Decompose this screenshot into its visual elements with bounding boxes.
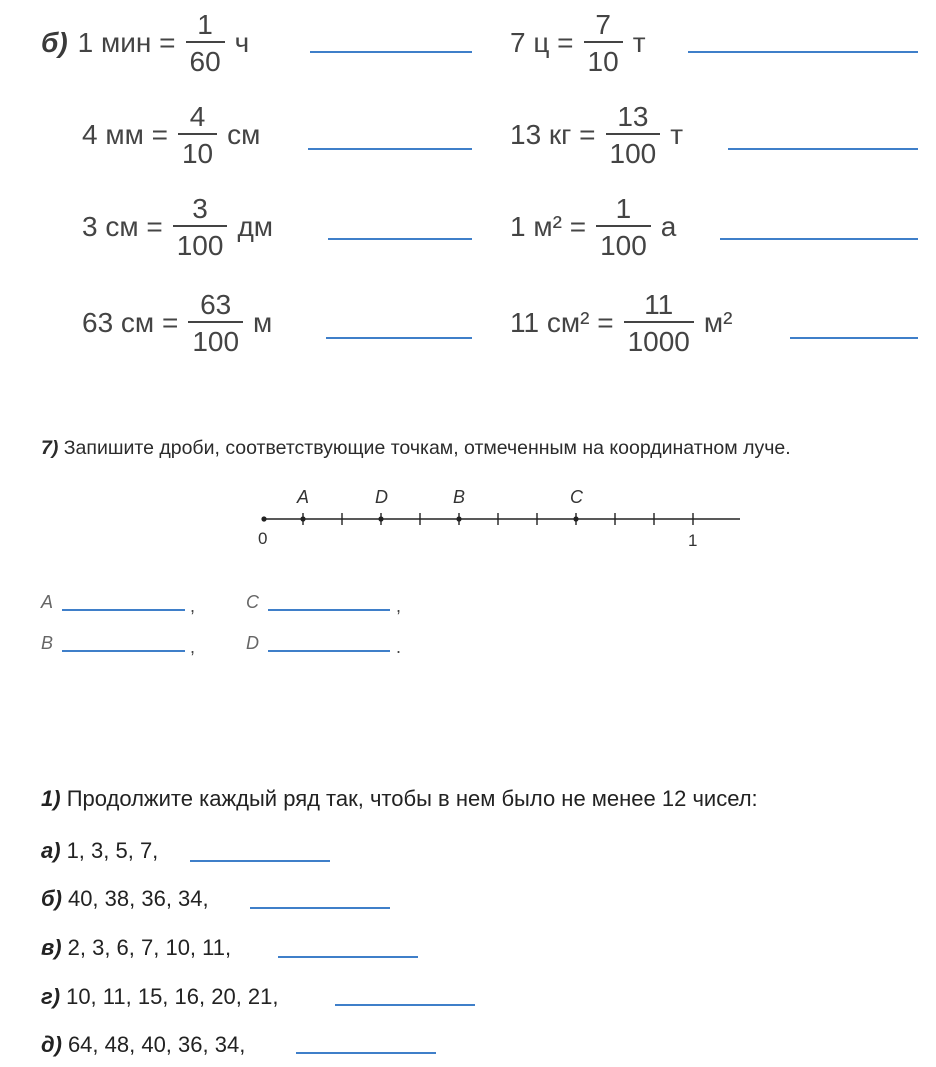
punctuation: . xyxy=(396,637,402,657)
fraction xyxy=(596,194,651,261)
answer-blank[interactable] xyxy=(720,238,918,240)
answer-label-d: D xyxy=(246,633,259,653)
answer-blank[interactable] xyxy=(688,51,918,53)
ray-label-zero: 0 xyxy=(258,529,268,548)
denominator: 100 xyxy=(606,133,661,168)
conv-left-3 xyxy=(82,194,273,261)
task-number: 1) xyxy=(41,786,61,811)
conv-unit: а xyxy=(660,211,677,243)
sequence-row-b xyxy=(41,886,209,912)
ray-label-one: 1 xyxy=(688,531,698,550)
ray-point-a xyxy=(300,516,305,521)
ray-origin-dot xyxy=(261,516,266,521)
answer-blank[interactable] xyxy=(250,907,390,909)
sequence-row-v xyxy=(41,935,231,961)
conv-left-2 xyxy=(82,102,260,169)
conv-lhs: 11 см² = xyxy=(510,307,614,339)
task-number: 7) xyxy=(41,437,59,459)
conv-right-4 xyxy=(510,290,732,357)
conv-right-2 xyxy=(510,102,683,169)
ray-point-label-d: D xyxy=(375,487,388,507)
fraction xyxy=(173,194,228,261)
conv-lhs: 13 кг = xyxy=(510,119,596,151)
task-text: Продолжите каждый ряд так, чтобы в нем было не менее 12 чисел: xyxy=(66,786,758,811)
conv-unit: т xyxy=(632,27,646,59)
conv-lhs: 63 см = xyxy=(82,307,179,339)
ray-point-d xyxy=(378,516,383,521)
conv-right-1 xyxy=(510,10,646,77)
denominator: 60 xyxy=(186,41,225,76)
ray-point-label-a: A xyxy=(297,487,310,507)
answer-blank[interactable] xyxy=(296,1052,436,1054)
answer-blank[interactable] xyxy=(328,238,472,240)
answer-blank[interactable] xyxy=(62,609,185,611)
conv-lhs: 1 мин = xyxy=(77,27,176,59)
answer-blank[interactable] xyxy=(790,337,918,339)
sequence-row-g xyxy=(41,984,279,1010)
answer-blank[interactable] xyxy=(62,650,185,652)
numerator: 11 xyxy=(644,289,674,320)
answer-blank[interactable] xyxy=(310,51,472,53)
row-label: в) xyxy=(41,935,62,960)
numerator: 3 xyxy=(192,193,208,224)
fraction xyxy=(178,102,217,169)
conv-lhs: 3 см = xyxy=(82,211,163,243)
fraction xyxy=(188,290,243,357)
sequence: 1, 3, 5, 7, xyxy=(66,838,159,863)
numerator: 1 xyxy=(615,193,632,224)
section-label: б) xyxy=(41,27,68,59)
denominator: 1000 xyxy=(624,321,694,356)
punctuation: , xyxy=(190,637,196,657)
answer-label-c: C xyxy=(246,592,259,612)
conv-lhs: 1 м² = xyxy=(510,211,587,243)
ray-point-b xyxy=(456,516,461,521)
punctuation: , xyxy=(396,596,402,616)
conv-unit: м² xyxy=(703,307,733,339)
answer-blank[interactable] xyxy=(190,860,330,862)
ray-point-c xyxy=(573,516,578,521)
ray-point-label-b: B xyxy=(453,487,466,507)
answer-label-a: A xyxy=(41,592,54,612)
row-label: а) xyxy=(41,838,61,863)
conv-unit: т xyxy=(670,119,684,151)
ray-point-label-c: C xyxy=(570,487,583,507)
conv-right-3 xyxy=(510,194,676,261)
denominator: 10 xyxy=(584,41,623,76)
answer-blank[interactable] xyxy=(326,337,472,339)
answer-blank[interactable] xyxy=(268,650,390,652)
sequence: 2, 3, 6, 7, 10, 11, xyxy=(67,935,232,960)
numerator: 63 xyxy=(200,289,232,320)
fraction xyxy=(624,290,694,357)
answer-blank[interactable] xyxy=(335,1004,475,1006)
denominator: 10 xyxy=(178,133,217,168)
punctuation: , xyxy=(190,596,196,616)
conv-lhs: 7 ц = xyxy=(510,27,574,59)
answer-blank[interactable] xyxy=(308,148,472,150)
sequence-row-d xyxy=(41,1032,245,1058)
fraction xyxy=(584,10,623,77)
conv-unit: м xyxy=(253,307,273,339)
coordinate-ray xyxy=(240,478,740,558)
conv-unit: дм xyxy=(237,211,274,243)
numerator: 7 xyxy=(595,9,611,40)
answer-label-b: B xyxy=(41,633,54,653)
answer-blank[interactable] xyxy=(268,609,390,611)
sequence: 64, 48, 40, 36, 34, xyxy=(67,1032,246,1057)
task7-prompt xyxy=(41,437,791,460)
task1-prompt xyxy=(41,786,758,812)
numerator: 4 xyxy=(189,101,206,132)
sequence: 10, 11, 15, 16, 20, 21, xyxy=(66,984,279,1009)
sequence-row-a xyxy=(41,838,158,864)
conv-unit: ч xyxy=(234,27,250,59)
denominator: 100 xyxy=(596,225,651,260)
fraction xyxy=(606,102,661,169)
denominator: 100 xyxy=(173,225,228,260)
sequence: 40, 38, 36, 34, xyxy=(67,886,209,911)
conv-unit: см xyxy=(227,119,261,151)
numerator: 1 xyxy=(197,9,213,40)
conv-left-4 xyxy=(82,290,272,357)
conv-lhs: 4 мм = xyxy=(82,119,168,151)
conv-left-1 xyxy=(41,10,249,77)
answer-blank[interactable] xyxy=(278,956,418,958)
denominator: 100 xyxy=(188,321,243,356)
row-label: б) xyxy=(41,886,62,911)
row-label: г) xyxy=(41,984,61,1009)
answer-blank[interactable] xyxy=(728,148,918,150)
row-label: д) xyxy=(41,1032,62,1057)
fraction xyxy=(186,10,225,77)
task-text: Запишите дроби, соответствующие точкам, отмеченным на координатном луче. xyxy=(63,437,791,459)
numerator: 13 xyxy=(617,101,649,132)
